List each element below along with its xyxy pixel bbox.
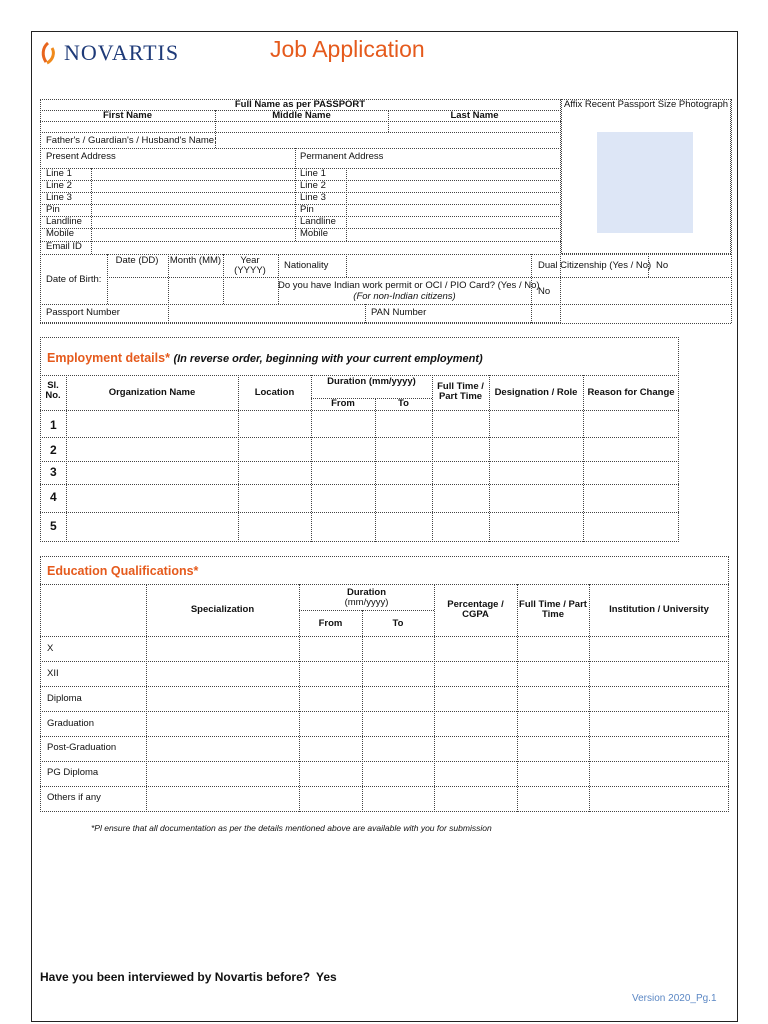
interview-answer[interactable]: Yes [316,970,337,984]
version-label: Version 2020_Pg.1 [632,993,717,1004]
edu-col-duration: Duration [346,587,387,598]
dob-date-label: Date (DD) [115,255,159,266]
edu-row-x: X [47,643,54,654]
middle-name-label: Middle Name [272,110,331,121]
permanent-line2: Line 2 [300,180,326,191]
emp-row-3: 3 [50,465,57,479]
dual-citizenship-label: Dual Citizenship (Yes / No) [538,260,652,271]
present-mobile: Mobile [46,228,74,239]
logo [38,40,179,66]
work-permit-note: (For non-Indian citizens) [353,291,456,302]
logo-wordmark: NOVARTIS [64,40,180,65]
novartis-flame-icon [38,40,58,66]
edu-col-fulltime: Full Time / Part Time [519,599,587,621]
work-permit-value[interactable]: No [538,286,551,297]
permanent-pin: Pin [300,204,314,215]
edu-col-from: From [318,618,343,629]
permanent-mobile: Mobile [300,228,328,239]
emp-row-5: 5 [50,519,57,533]
edu-col-specialization: Specialization [190,604,255,615]
emp-row-2: 2 [50,443,57,457]
present-line3: Line 3 [46,192,72,203]
col-sl-no: Sl. No. [45,380,61,402]
page-title: Job Application [270,36,425,62]
present-landline: Landline [46,216,82,227]
employment-subtitle: (In reverse order, beginning with your current employment) [173,353,483,365]
interview-question: Have you been interviewed by Novartis before? [40,970,311,984]
edu-row-post-graduation: Post-Graduation [47,742,117,753]
full-name-label: Full Name as per PASSPORT [234,99,366,110]
edu-col-percentage: Percentage / CGPA [447,599,504,621]
edu-col-institution: Institution / University [609,604,709,615]
first-name-label: First Name [102,110,153,121]
photo-placeholder[interactable] [597,132,693,233]
documentation-note: *Pl ensure that all documentation as per the details mentioned above are available with you for submission [91,823,492,833]
permanent-line3: Line 3 [300,192,326,203]
dob-label: Date of Birth: [46,274,102,285]
dob-month-label: Month (MM) [169,255,222,266]
emp-row-4: 4 [50,490,57,504]
email-label: Email ID [46,241,82,252]
present-line2: Line 2 [46,180,72,191]
pan-number-label: PAN Number [371,307,427,318]
present-address-label: Present Address [46,151,116,162]
col-designation: Designation / Role [494,387,578,398]
photo-label: Affix Recent Passport Size Photograph [563,99,729,110]
employment-title: Employment details* (In reverse order, beginning with your current employment) [47,351,483,365]
dual-citizenship-value[interactable]: No [656,260,669,271]
col-to: To [398,398,409,409]
col-reason: Reason for Change [587,387,675,398]
edu-row-others: Others if any [47,792,101,803]
nationality-label: Nationality [284,260,329,271]
permanent-address-label: Permanent Address [300,151,384,162]
present-line1: Line 1 [46,168,72,179]
dob-year-label: Year (YYYY) [234,255,266,277]
edu-col-to: To [392,618,404,629]
edu-row-xii: XII [47,668,59,679]
col-fulltime: Full Time / Part Time [437,381,484,403]
col-duration: Duration (mm/yyyy) [327,376,416,387]
permanent-line1: Line 1 [300,168,326,179]
work-permit-question: Do you have Indian work permit or OCI / PIO Card? (Yes / No) [278,280,540,291]
education-title: Education Qualifications* [47,564,199,578]
edu-row-graduation: Graduation [47,718,95,729]
edu-row-diploma: Diploma [47,693,82,704]
col-from: From [331,398,355,409]
last-name-label: Last Name [450,110,499,121]
emp-row-1: 1 [50,418,57,432]
edu-row-pg-diploma: PG Diploma [47,767,99,778]
col-location: Location [254,387,295,398]
present-pin: Pin [46,204,60,215]
permanent-landline: Landline [300,216,336,227]
guardian-name-label: Father's / Guardian's / Husband's Name: [46,135,217,146]
passport-number-label: Passport Number [46,307,120,318]
edu-col-duration-unit: (mm/yyyy) [344,597,389,608]
col-organization: Organization Name [108,387,196,398]
